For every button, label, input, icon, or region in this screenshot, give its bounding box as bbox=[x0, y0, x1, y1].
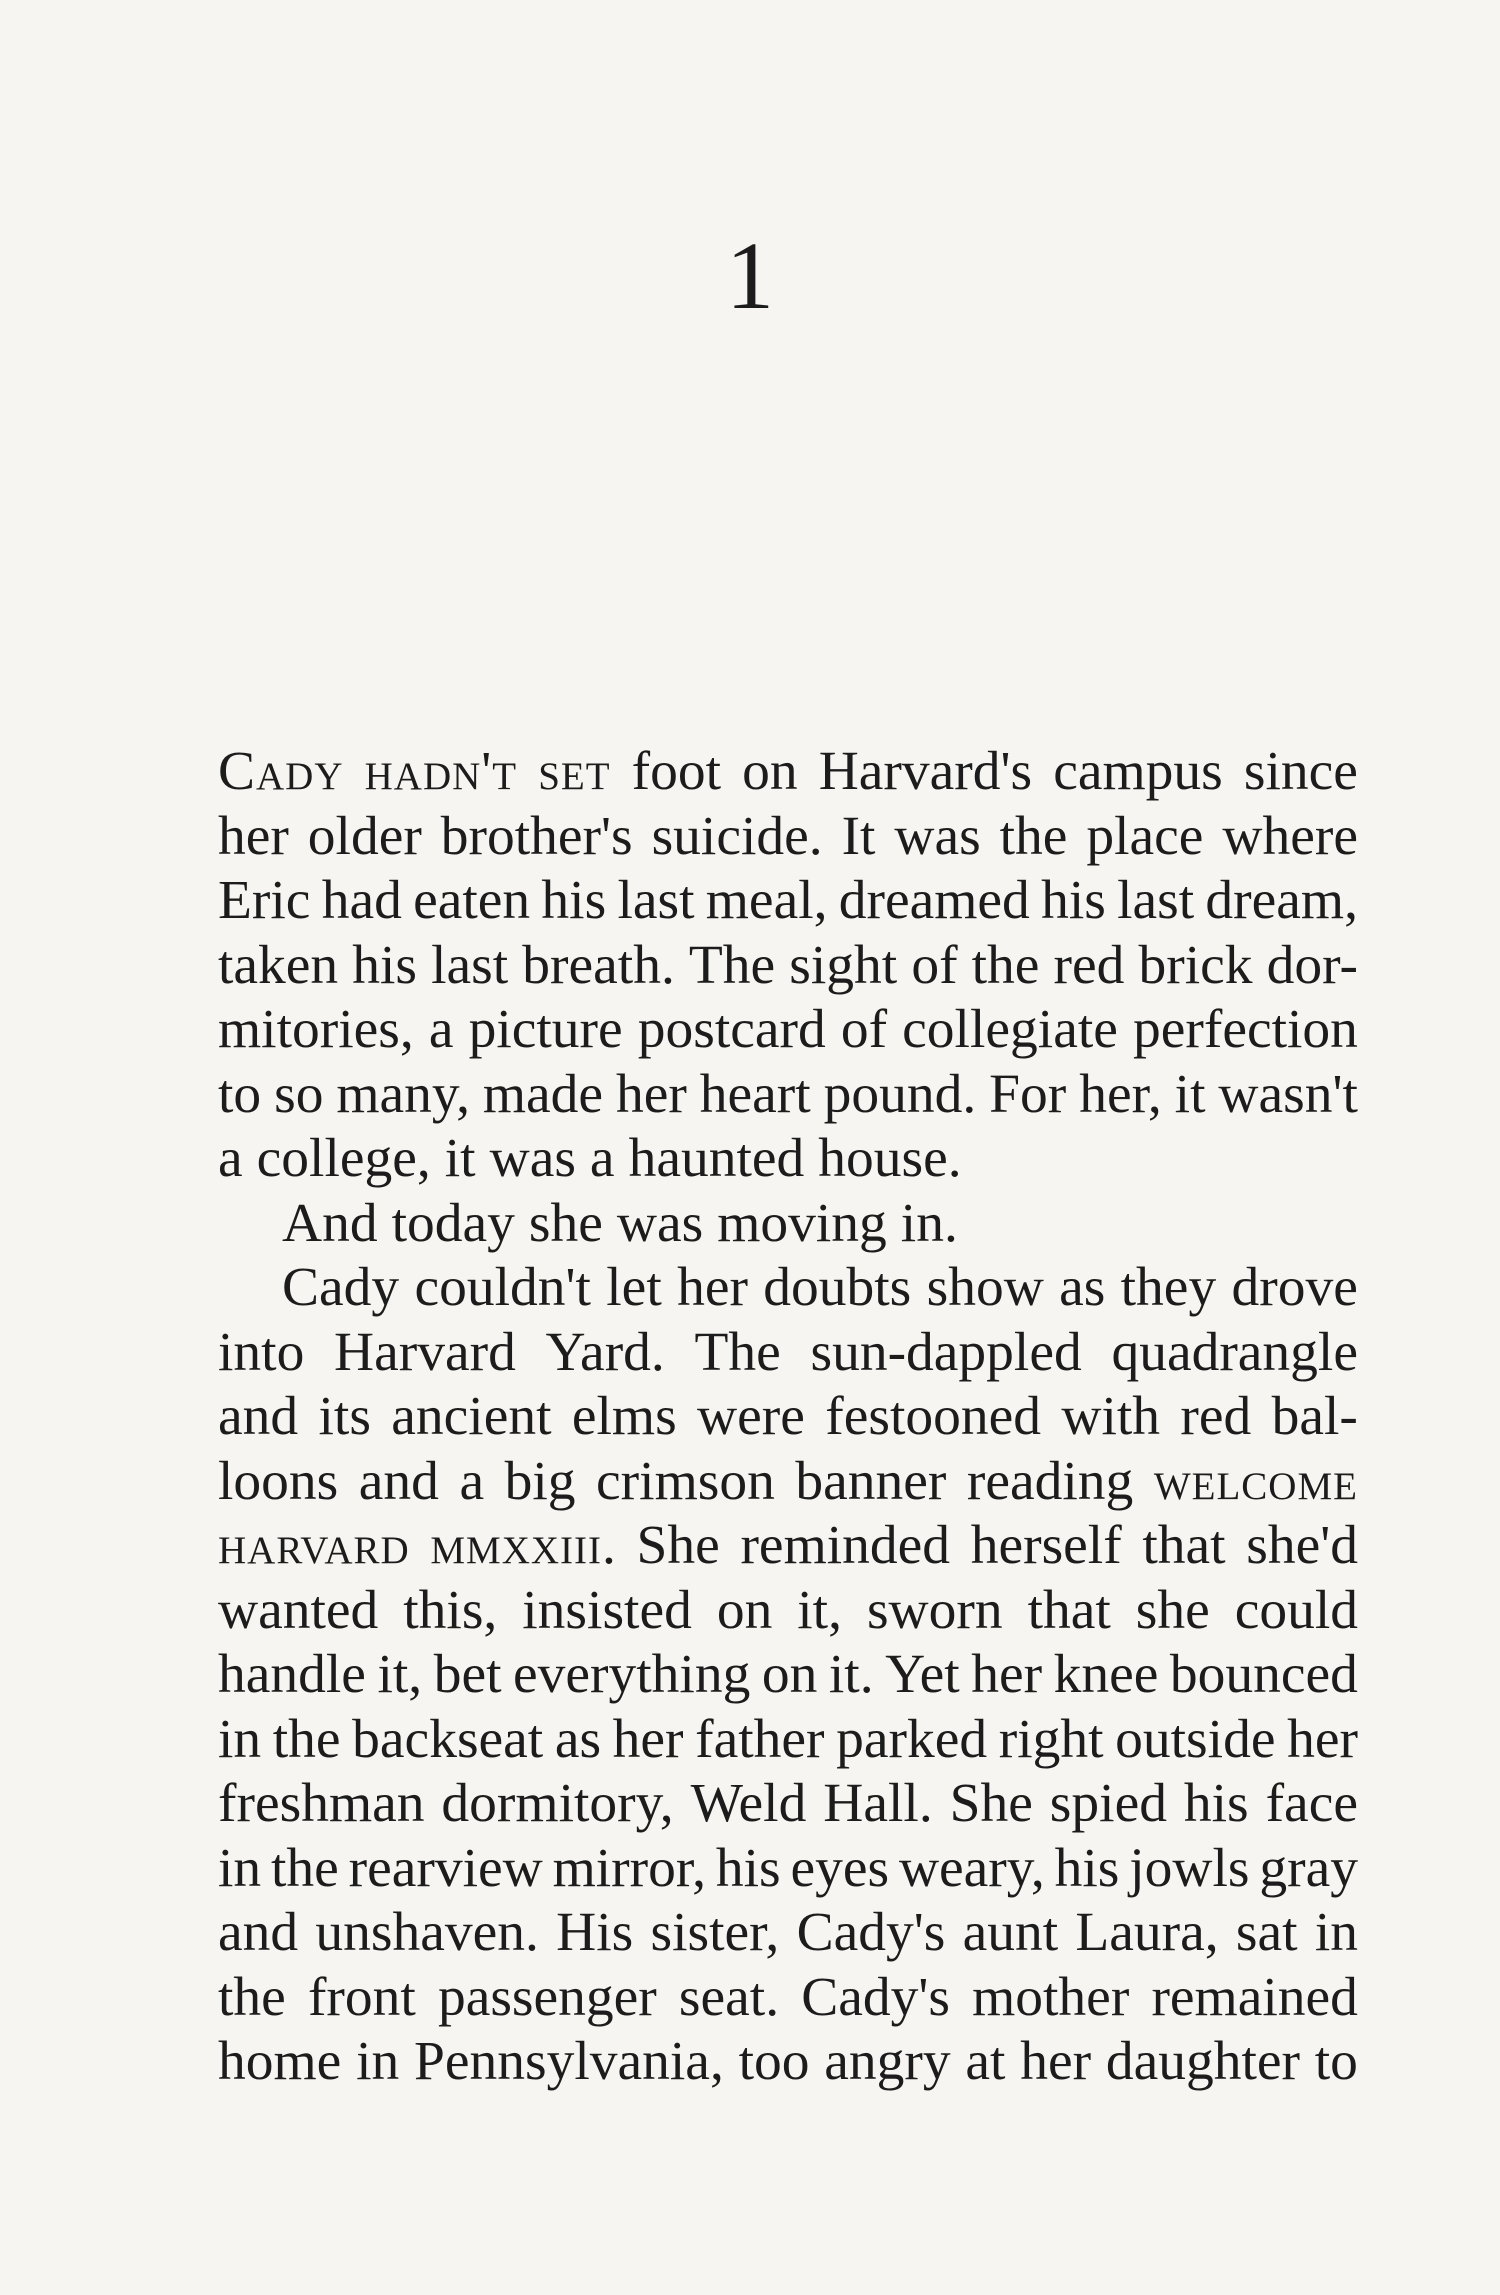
text-line bbox=[218, 1127, 1358, 1192]
word: as bbox=[1059, 1257, 1106, 1318]
word: angry bbox=[824, 2031, 951, 2092]
text-line bbox=[218, 1063, 1358, 1128]
word: unshaven. bbox=[315, 1902, 539, 1963]
word: Harvard's bbox=[818, 741, 1033, 802]
word: bal- bbox=[1271, 1386, 1358, 1447]
word: her bbox=[971, 1644, 1043, 1705]
word: a bbox=[459, 1450, 485, 1512]
word: to bbox=[1314, 2031, 1358, 2092]
word: she bbox=[1135, 1579, 1210, 1641]
word: doubts bbox=[763, 1257, 912, 1318]
word: dor- bbox=[1266, 934, 1358, 996]
word: insisted bbox=[522, 1579, 692, 1641]
word: knee bbox=[1053, 1644, 1159, 1705]
word: mother bbox=[972, 1966, 1130, 2028]
word: mirror, bbox=[552, 1837, 707, 1899]
text-line bbox=[218, 1514, 1358, 1579]
word: herself bbox=[970, 1515, 1122, 1576]
word: reading bbox=[966, 1450, 1134, 1512]
word: too bbox=[738, 2031, 810, 2092]
word: into bbox=[218, 1321, 305, 1383]
word: Cady bbox=[282, 1257, 400, 1318]
text-line bbox=[218, 934, 1358, 999]
word: bet bbox=[433, 1644, 502, 1705]
word: since bbox=[1243, 741, 1358, 802]
word: a bbox=[589, 1128, 615, 1189]
word: that bbox=[1142, 1515, 1226, 1576]
word: was bbox=[489, 1128, 576, 1189]
word: She bbox=[949, 1773, 1033, 1834]
word: show bbox=[926, 1257, 1044, 1318]
word: face bbox=[1265, 1773, 1358, 1834]
word: last bbox=[1117, 870, 1195, 931]
word: his bbox=[715, 1837, 781, 1899]
word: and bbox=[218, 1386, 299, 1447]
word: of bbox=[911, 934, 958, 996]
word: big bbox=[504, 1450, 576, 1512]
word: and bbox=[218, 1902, 299, 1963]
word: his bbox=[1183, 1773, 1249, 1834]
word: mmxxiii. bbox=[430, 1515, 616, 1576]
word: his bbox=[1054, 1837, 1120, 1899]
text-line bbox=[218, 1837, 1358, 1902]
text-line bbox=[218, 998, 1358, 1063]
word: The bbox=[688, 934, 776, 996]
word: postcard bbox=[637, 999, 826, 1060]
word: were bbox=[697, 1386, 805, 1447]
word: taken bbox=[218, 934, 339, 996]
word: it bbox=[444, 1128, 476, 1189]
word: sworn bbox=[866, 1579, 1003, 1641]
word: today bbox=[391, 1192, 515, 1254]
word: Pennsylvania, bbox=[413, 2031, 724, 2092]
word: harvard bbox=[218, 1515, 410, 1576]
word: they bbox=[1120, 1257, 1217, 1318]
text-line bbox=[218, 1772, 1358, 1837]
word: quadrangle bbox=[1111, 1321, 1358, 1383]
word: her bbox=[615, 1063, 687, 1125]
chapter-body-text bbox=[218, 740, 1358, 2095]
text-line bbox=[218, 1579, 1358, 1644]
word: outside bbox=[1115, 1708, 1276, 1770]
word: brick bbox=[1138, 934, 1253, 996]
word: house. bbox=[818, 1128, 962, 1189]
word: she'd bbox=[1246, 1515, 1358, 1576]
word: freshman bbox=[218, 1773, 425, 1834]
text-line bbox=[218, 869, 1358, 934]
word: last bbox=[617, 870, 695, 931]
word: set bbox=[538, 741, 611, 802]
word: Laura, bbox=[1075, 1902, 1219, 1963]
word: the bbox=[971, 934, 1040, 996]
text-line bbox=[218, 740, 1358, 805]
word: was bbox=[894, 805, 981, 867]
word: many, bbox=[336, 1063, 470, 1125]
word: parked bbox=[836, 1708, 988, 1770]
word: on bbox=[761, 1644, 818, 1705]
word: pound. bbox=[823, 1063, 977, 1125]
word: a bbox=[428, 999, 454, 1060]
word: For bbox=[989, 1063, 1067, 1125]
word: perfection bbox=[1132, 999, 1358, 1060]
word: daughter bbox=[1105, 2031, 1300, 2092]
text-line bbox=[218, 1256, 1358, 1321]
word: father bbox=[695, 1708, 825, 1770]
word: drove bbox=[1231, 1257, 1358, 1318]
word: haunted bbox=[628, 1128, 805, 1189]
word: she bbox=[528, 1192, 603, 1254]
word: handle bbox=[218, 1644, 366, 1705]
word: to bbox=[218, 1063, 262, 1125]
word: let bbox=[606, 1257, 662, 1318]
word: reminded bbox=[740, 1515, 951, 1576]
word: Eric bbox=[218, 870, 311, 931]
word: on bbox=[716, 1579, 773, 1641]
word: aunt bbox=[962, 1902, 1059, 1963]
word: sister, bbox=[650, 1902, 780, 1963]
word: in bbox=[218, 1837, 262, 1899]
word: his bbox=[352, 934, 418, 996]
word: eaten bbox=[413, 870, 531, 931]
word: home bbox=[218, 2031, 342, 2092]
text-line bbox=[218, 2030, 1358, 2095]
word: foot bbox=[631, 741, 722, 802]
word: Yard. bbox=[545, 1321, 665, 1383]
word: collegiate bbox=[902, 999, 1118, 1060]
word: that bbox=[1027, 1579, 1111, 1641]
word: sun-dappled bbox=[810, 1321, 1082, 1383]
word: its bbox=[318, 1386, 371, 1447]
word: at bbox=[965, 2031, 1006, 2092]
word: Hall. bbox=[823, 1773, 933, 1834]
word: red bbox=[1180, 1386, 1252, 1447]
word: could bbox=[1234, 1579, 1358, 1641]
word: crimson bbox=[596, 1450, 775, 1512]
text-line bbox=[218, 805, 1358, 870]
word: Cady bbox=[218, 741, 344, 802]
word: red bbox=[1053, 934, 1125, 996]
word: dreamed bbox=[838, 870, 1030, 931]
word: welcome bbox=[1153, 1450, 1358, 1512]
word: banner bbox=[795, 1450, 947, 1512]
word: this, bbox=[403, 1579, 498, 1641]
word: rearview bbox=[348, 1837, 543, 1899]
text-line bbox=[218, 1385, 1358, 1450]
word: dormitory, bbox=[441, 1773, 674, 1834]
word: the bbox=[999, 805, 1068, 867]
word: her bbox=[612, 1708, 684, 1770]
word: college, bbox=[256, 1128, 431, 1189]
word: where bbox=[1222, 805, 1358, 867]
word: of bbox=[840, 999, 888, 1060]
word: jowls bbox=[1129, 1837, 1250, 1899]
word: his bbox=[541, 870, 607, 931]
word: her bbox=[218, 805, 289, 867]
word: mitories, bbox=[218, 999, 414, 1060]
word: made bbox=[482, 1063, 604, 1125]
word: it. bbox=[828, 1644, 874, 1705]
word: festooned bbox=[825, 1386, 1042, 1447]
word: had bbox=[321, 870, 402, 931]
word: campus bbox=[1053, 741, 1223, 802]
word: ancient bbox=[391, 1386, 552, 1447]
word: in bbox=[356, 2031, 400, 2092]
word: elms bbox=[571, 1386, 677, 1447]
word: her bbox=[677, 1257, 748, 1318]
word: sat bbox=[1235, 1902, 1298, 1963]
word: heart bbox=[699, 1063, 811, 1125]
word: spied bbox=[1049, 1773, 1167, 1834]
word: And bbox=[282, 1192, 378, 1254]
text-line bbox=[218, 1643, 1358, 1708]
word: Weld bbox=[690, 1773, 807, 1834]
word: front bbox=[307, 1966, 416, 2028]
word: it, bbox=[377, 1644, 423, 1705]
word: picture bbox=[468, 999, 623, 1060]
word: wanted bbox=[218, 1579, 379, 1641]
word: backseat bbox=[352, 1708, 544, 1770]
word: dream, bbox=[1205, 870, 1358, 931]
word: bounced bbox=[1169, 1644, 1358, 1705]
word: on bbox=[742, 741, 798, 802]
word: moving bbox=[717, 1192, 887, 1254]
word: brother's bbox=[440, 805, 633, 867]
word: a bbox=[218, 1128, 243, 1189]
word: His bbox=[556, 1902, 634, 1963]
word: She bbox=[636, 1515, 720, 1576]
word: meal, bbox=[705, 870, 828, 931]
text-line bbox=[218, 1321, 1358, 1386]
word: gray bbox=[1259, 1837, 1358, 1899]
text-line bbox=[218, 1192, 1358, 1257]
word: Cady's bbox=[796, 1902, 946, 1963]
word: his bbox=[1041, 870, 1106, 931]
word: loons bbox=[218, 1450, 339, 1512]
word: right bbox=[998, 1708, 1104, 1770]
word: everything bbox=[513, 1644, 751, 1705]
word: as bbox=[554, 1708, 602, 1770]
word: older bbox=[307, 805, 422, 867]
word: the bbox=[218, 1966, 286, 2028]
word: passenger bbox=[437, 1966, 657, 2028]
text-line bbox=[218, 1450, 1358, 1515]
word: so bbox=[274, 1063, 324, 1125]
word: eyes bbox=[790, 1837, 890, 1899]
word: in. bbox=[900, 1192, 958, 1254]
word: in bbox=[218, 1708, 262, 1770]
text-line bbox=[218, 1901, 1358, 1966]
word: her bbox=[1287, 1708, 1358, 1770]
word: remained bbox=[1151, 1966, 1358, 2028]
word: Harvard bbox=[334, 1321, 516, 1383]
word: it bbox=[1174, 1063, 1206, 1125]
word: weary, bbox=[898, 1837, 1045, 1899]
word: sight bbox=[789, 934, 898, 996]
word: her bbox=[1020, 2031, 1092, 2092]
word: wasn't bbox=[1218, 1063, 1358, 1125]
word: the bbox=[271, 1837, 339, 1899]
word: It bbox=[841, 805, 876, 867]
word: it, bbox=[797, 1579, 842, 1641]
word: seat. bbox=[678, 1966, 780, 2028]
text-line bbox=[218, 1708, 1358, 1773]
word: The bbox=[694, 1321, 781, 1383]
word: couldn't bbox=[414, 1257, 591, 1318]
word: hadn't bbox=[364, 741, 518, 802]
word: place bbox=[1086, 805, 1204, 867]
chapter-number: 1 bbox=[726, 222, 774, 329]
word: last bbox=[431, 934, 509, 996]
word: breath. bbox=[522, 934, 675, 996]
word: suicide. bbox=[651, 805, 823, 867]
word: Cady's bbox=[801, 1966, 950, 2028]
word: the bbox=[272, 1708, 341, 1770]
word: in bbox=[1314, 1902, 1358, 1963]
text-line bbox=[218, 1966, 1358, 2031]
word: Yet bbox=[885, 1644, 960, 1705]
word: with bbox=[1061, 1386, 1161, 1447]
word: and bbox=[358, 1450, 439, 1512]
word: was bbox=[616, 1192, 704, 1254]
word: her, bbox=[1079, 1063, 1162, 1125]
